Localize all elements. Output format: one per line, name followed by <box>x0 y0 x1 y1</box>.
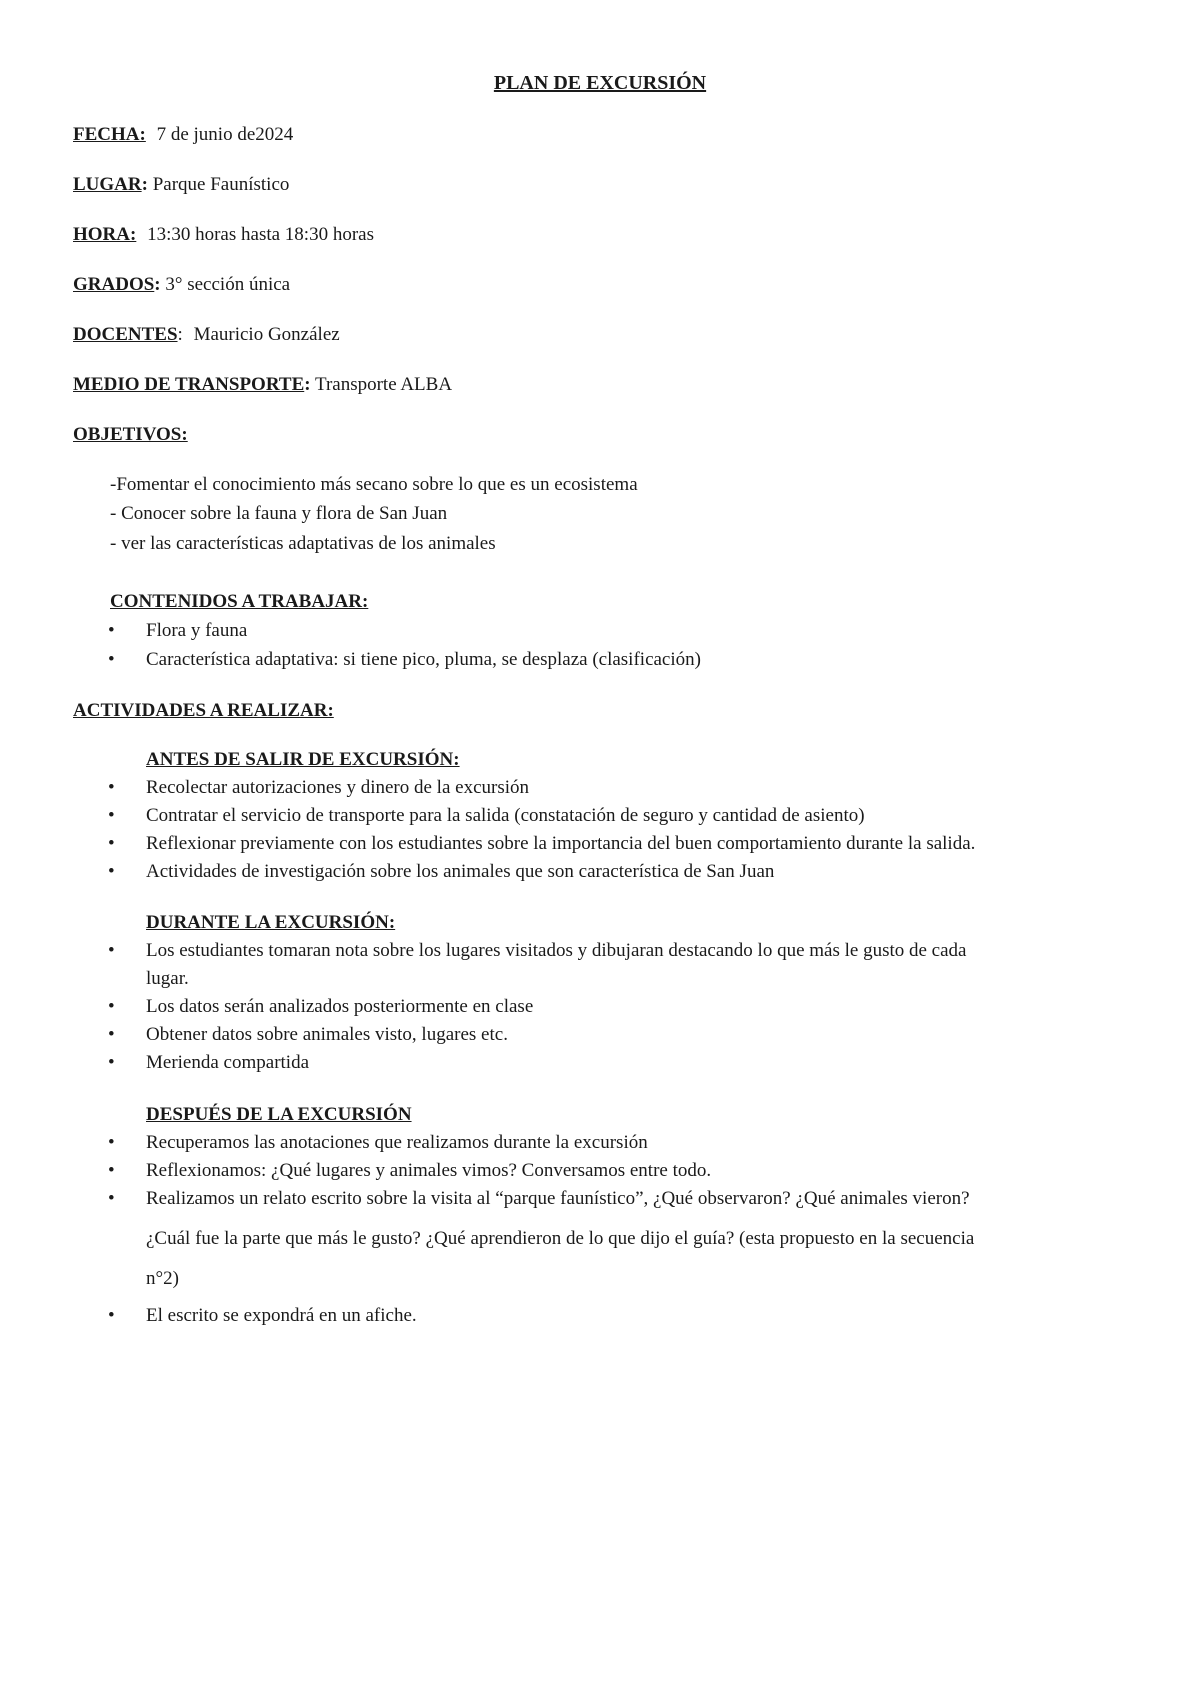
durante-item: Los estudiantes tomaran nota sobre los lugares visitados y dibujaran destacando lo que más le gusto de cada <box>146 940 967 961</box>
bullet-icon: • <box>108 777 115 798</box>
bullet-icon: • <box>108 861 115 882</box>
docentes-colon: : <box>177 324 183 345</box>
durante-item: Los datos serán analizados posteriormente en clase <box>146 996 534 1017</box>
fecha-field <box>73 124 293 146</box>
fecha-label: FECHA: <box>73 124 146 145</box>
bullet-icon: • <box>108 805 115 826</box>
bullet-icon: • <box>108 1024 115 1045</box>
durante-item: Obtener datos sobre animales visto, lugares etc. <box>146 1024 508 1045</box>
actividades-heading: ACTIVIDADES A REALIZAR: <box>73 700 334 721</box>
antes-item: Reflexionar previamente con los estudiantes sobre la importancia del buen comportamiento durante la salida. <box>146 833 976 854</box>
contenido-item: Flora y fauna <box>146 620 248 641</box>
lugar-label: LUGAR <box>73 174 142 195</box>
docentes-label: DOCENTES <box>73 324 178 345</box>
objetivos-label: OBJETIVOS: <box>73 424 188 445</box>
docentes-value: Mauricio González <box>193 324 340 345</box>
despues-item: El escrito se expondrá en un afiche. <box>146 1305 417 1326</box>
durante-item-continuation: lugar. <box>146 968 189 989</box>
objetivo-item: -Fomentar el conocimiento más secano sobre lo que es un ecosistema <box>110 474 638 495</box>
objetivos-heading <box>73 424 188 446</box>
hora-label: HORA: <box>73 224 137 245</box>
bullet-icon: • <box>108 1132 115 1153</box>
despues-heading: DESPUÉS DE LA EXCURSIÓN <box>146 1104 412 1125</box>
durante-heading: DURANTE LA EXCURSIÓN: <box>146 912 396 933</box>
durante-item: Merienda compartida <box>146 1052 310 1073</box>
antes-item: Contratar el servicio de transporte para la salida (constatación de seguro y cantidad de asiento) <box>146 805 865 826</box>
despues-item-continuation: n°2) <box>146 1268 179 1289</box>
despues-item: Reflexionamos: ¿Qué lugares y animales vimos? Conversamos entre todo. <box>146 1160 712 1181</box>
antes-item: Actividades de investigación sobre los animales que son característica de San Juan <box>146 861 775 882</box>
transporte-field <box>73 374 452 396</box>
grados-label: GRADOS <box>73 274 155 295</box>
bullet-icon: • <box>108 1160 115 1181</box>
docentes-field <box>73 324 340 346</box>
despues-item: Realizamos un relato escrito sobre la visita al “parque faunístico”, ¿Qué observaron? ¿Qué animales vieron? <box>146 1188 970 1209</box>
transporte-colon: : <box>304 374 311 395</box>
bullet-icon: • <box>108 620 115 641</box>
bullet-icon: • <box>108 996 115 1017</box>
transporte-label: MEDIO DE TRANSPORTE <box>73 374 305 395</box>
antes-heading: ANTES DE SALIR DE EXCURSIÓN: <box>146 749 460 770</box>
despues-item-continuation: ¿Cuál fue la parte que más le gusto? ¿Qué aprendieron de lo que dijo el guía? (esta propuesto en la secuencia <box>146 1228 975 1249</box>
bullet-icon: • <box>108 1188 115 1209</box>
grados-colon: : <box>154 274 161 295</box>
document-title: PLAN DE EXCURSIÓN <box>493 72 707 94</box>
lugar-field <box>73 174 289 196</box>
fecha-value: 7 de junio de2024 <box>156 124 294 145</box>
lugar-colon: : <box>141 174 148 195</box>
objetivo-item: - ver las características adaptativas de los animales <box>110 533 496 554</box>
bullet-icon: • <box>108 940 115 961</box>
bullet-icon: • <box>108 1305 115 1326</box>
bullet-icon: • <box>108 833 115 854</box>
lugar-value: Parque Faunístico <box>152 174 290 195</box>
bullet-icon: • <box>108 649 115 670</box>
grados-field <box>73 274 290 296</box>
objetivo-item: - Conocer sobre la fauna y flora de San Juan <box>110 503 448 524</box>
contenidos-heading: CONTENIDOS A TRABAJAR: <box>110 591 369 612</box>
antes-item: Recolectar autorizaciones y dinero de la excursión <box>146 777 529 798</box>
hora-value: 13:30 horas hasta 18:30 horas <box>147 224 374 245</box>
contenido-item: Característica adaptativa: si tiene pico, pluma, se desplaza (clasificación) <box>146 649 701 670</box>
transporte-value: Transporte ALBA <box>315 374 453 395</box>
grados-value: 3° sección única <box>165 274 291 295</box>
bullet-icon: • <box>108 1052 115 1073</box>
despues-item: Recuperamos las anotaciones que realizamos durante la excursión <box>146 1132 648 1153</box>
hora-field <box>73 224 374 246</box>
